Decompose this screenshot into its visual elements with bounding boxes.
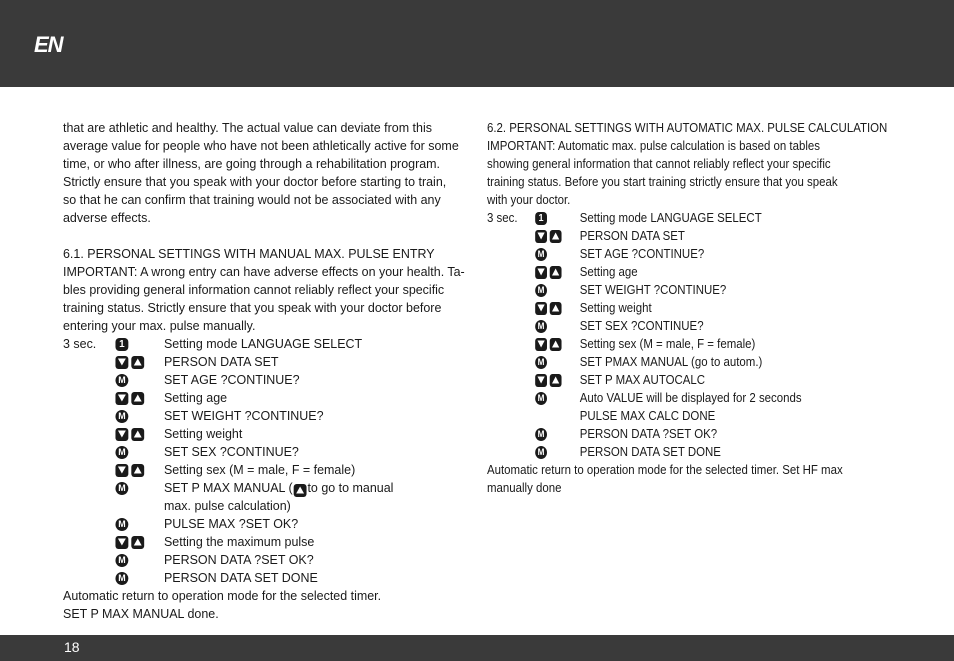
step-buttons (535, 426, 547, 442)
m-button-icon: M (115, 374, 128, 387)
step-row (63, 569, 461, 587)
up-button-icon (294, 484, 307, 497)
step-description: PERSON DATA ?SET OK? (579, 427, 718, 441)
m-button-icon: M (535, 428, 547, 441)
down-button-icon (535, 338, 547, 351)
step-description: Setting mode LANGUAGE SELECT (163, 337, 363, 351)
text-line: IMPORTANT: A wrong entry can have adverse effects on your health. Ta- (63, 265, 465, 279)
text-line: SET P MAX MANUAL done. (63, 607, 219, 621)
step-buttons (535, 444, 547, 460)
up-button-icon (131, 392, 144, 405)
section-heading: 6.1. PERSONAL SETTINGS WITH MANUAL MAX. PULSE ENTRY (63, 247, 435, 261)
step-row (487, 209, 851, 227)
down-button-icon (115, 392, 128, 405)
step-row (487, 263, 851, 281)
text-line: training status. Strictly ensure that you speak with your doctor before (63, 301, 442, 315)
step-row (487, 281, 851, 299)
down-button-icon (535, 230, 547, 243)
down-button-icon (535, 266, 547, 279)
step-time: 3 sec. (487, 211, 518, 225)
step-row (63, 425, 461, 443)
step-row (487, 371, 851, 389)
m-button-icon: M (115, 572, 128, 585)
step-row (63, 515, 461, 533)
text-line: manually done (487, 481, 562, 495)
step-row (63, 407, 461, 425)
down-button-icon (535, 374, 547, 387)
step-row (487, 335, 851, 353)
step-buttons (115, 480, 128, 496)
step-row (487, 353, 851, 371)
m-button-icon: M (115, 446, 128, 459)
step-description: Setting mode LANGUAGE SELECT (579, 211, 762, 225)
text-line: Strictly ensure that you speak with your doctor before starting to train, (63, 175, 447, 189)
button-1-icon: 1 (115, 338, 128, 351)
step-description: PERSON DATA SET (163, 355, 279, 369)
step-buttons (535, 210, 547, 226)
m-button-icon: M (535, 284, 547, 297)
step-description: PERSON DATA ?SET OK? (163, 553, 314, 567)
left-column (63, 119, 465, 623)
step-text-after: to go to manual (307, 481, 394, 495)
m-button-icon: M (115, 482, 128, 495)
step-description: Setting sex (M = male, F = female) (163, 463, 356, 477)
step-buttons (535, 228, 561, 244)
right-column (487, 119, 888, 497)
step-description: Setting the maximum pulse (163, 535, 315, 549)
step-description: PULSE MAX ?SET OK? (163, 517, 299, 531)
step-row (487, 245, 851, 263)
step-buttons (535, 390, 547, 406)
down-button-icon (535, 302, 547, 315)
text-line: time, or who after illness, are going through a rehabilitation program. (63, 157, 441, 171)
step-description: Setting age (163, 391, 228, 405)
m-button-icon: M (535, 446, 547, 459)
closing-text (63, 587, 461, 623)
step-buttons (115, 408, 128, 424)
step-buttons (115, 570, 128, 586)
text-line: showing general information that cannot reliably reflect your specific (487, 157, 831, 171)
step-buttons (535, 336, 561, 352)
up-button-icon (131, 464, 144, 477)
step-row (63, 479, 461, 515)
button-1-icon: 1 (535, 212, 547, 225)
step-row (487, 443, 851, 461)
step-buttons (115, 354, 144, 370)
text-line: Automatic return to operation mode for the selected timer. Set HF max (487, 463, 843, 477)
step-row (63, 389, 461, 407)
inline-button (294, 484, 307, 497)
important-note (63, 263, 465, 335)
step-row (487, 299, 851, 317)
step-row (63, 353, 461, 371)
section-heading: 6.2. PERSONAL SETTINGS WITH AUTOMATIC MAX. PULSE CALCULATION (487, 121, 888, 135)
step-buttons (535, 300, 561, 316)
text-line: bles providing general information cannot reliably reflect your specific (63, 283, 445, 297)
step-row (487, 425, 851, 443)
up-button-icon (550, 230, 562, 243)
step-row (63, 335, 461, 353)
text-line: average value for people who have not been athletically active for some (63, 139, 459, 153)
step-buttons (535, 318, 547, 334)
up-button-icon (131, 356, 144, 369)
step-description-continued: max. pulse calculation) (163, 499, 291, 513)
step-description: SET SEX ?CONTINUE? (579, 319, 704, 333)
step-buttons (535, 354, 547, 370)
up-button-icon (550, 302, 562, 315)
text-line: training status. Before you start training strictly ensure that you speak (487, 175, 838, 189)
up-button-icon (550, 266, 562, 279)
m-button-icon: M (535, 320, 547, 333)
step-description: SET PMAX MANUAL (go to autom.) (579, 355, 763, 369)
footer-bar (0, 635, 954, 661)
step-description: SET SEX ?CONTINUE? (163, 445, 299, 459)
steps-list (487, 209, 851, 461)
step-row (63, 443, 461, 461)
step-description: Auto VALUE will be displayed for 2 seconds (579, 391, 802, 405)
m-button-icon: M (115, 518, 128, 531)
step-buttons (115, 552, 128, 568)
down-button-icon (115, 536, 128, 549)
step-row (487, 227, 851, 245)
m-button-icon: M (535, 392, 547, 405)
step-description (164, 479, 393, 497)
step-description: Setting age (579, 265, 638, 279)
step-description: Setting sex (M = male, F = female) (579, 337, 756, 351)
step-description-continued: PULSE MAX CALC DONE (579, 409, 716, 423)
closing-text (487, 461, 851, 497)
step-description: SET AGE ?CONTINUE? (579, 247, 705, 261)
step-row (487, 317, 851, 335)
important-note (487, 137, 851, 209)
step-buttons (115, 534, 144, 550)
text-line: with your doctor. (487, 193, 571, 207)
step-description: Setting weight (579, 301, 652, 315)
m-button-icon: M (115, 410, 128, 423)
up-button-icon (131, 536, 144, 549)
step-buttons (115, 444, 128, 460)
up-button-icon (550, 374, 562, 387)
intro-text (63, 119, 461, 227)
m-button-icon: M (115, 554, 128, 567)
step-buttons (115, 516, 128, 532)
step-description: PERSON DATA SET DONE (579, 445, 721, 459)
step-description: SET WEIGHT ?CONTINUE? (579, 283, 727, 297)
down-button-icon (115, 356, 128, 369)
text-line: adverse effects. (63, 211, 151, 225)
step-buttons (115, 372, 128, 388)
step-time: 3 sec. (63, 337, 97, 351)
m-button-icon: M (535, 248, 547, 261)
step-buttons (535, 372, 561, 388)
step-description: Setting weight (163, 427, 243, 441)
step-buttons (115, 336, 128, 352)
step-buttons (535, 282, 547, 298)
step-description: PERSON DATA SET (579, 229, 685, 243)
step-row (487, 389, 851, 425)
text-line: Automatic return to operation mode for the selected timer. (63, 589, 382, 603)
step-row (63, 551, 461, 569)
step-description: SET AGE ?CONTINUE? (163, 373, 300, 387)
step-row (63, 371, 461, 389)
step-buttons (115, 390, 144, 406)
step-row (63, 533, 461, 551)
text-line: IMPORTANT: Automatic max. pulse calculation is based on tables (487, 139, 820, 153)
steps-list (63, 335, 461, 587)
step-row (63, 461, 461, 479)
language-label: EN (34, 32, 63, 57)
page-number: 18 (64, 639, 80, 655)
step-buttons (115, 426, 144, 442)
down-button-icon (115, 428, 128, 441)
step-text-before: SET P MAX MANUAL ( (163, 481, 293, 495)
m-button-icon: M (535, 356, 547, 369)
text-line: entering your max. pulse manually. (63, 319, 256, 333)
step-buttons (115, 462, 144, 478)
text-line: so that he can confirm that training would not be associated with any (63, 193, 441, 207)
step-description: SET P MAX AUTOCALC (579, 373, 706, 387)
down-button-icon (115, 464, 128, 477)
up-button-icon (550, 338, 562, 351)
text-line: that are athletic and healthy. The actual value can deviate from this (63, 121, 432, 135)
step-buttons (535, 246, 547, 262)
step-description: SET WEIGHT ?CONTINUE? (163, 409, 324, 423)
header-bar (0, 0, 954, 87)
step-buttons (535, 264, 561, 280)
step-description: PERSON DATA SET DONE (163, 571, 318, 585)
up-button-icon (131, 428, 144, 441)
